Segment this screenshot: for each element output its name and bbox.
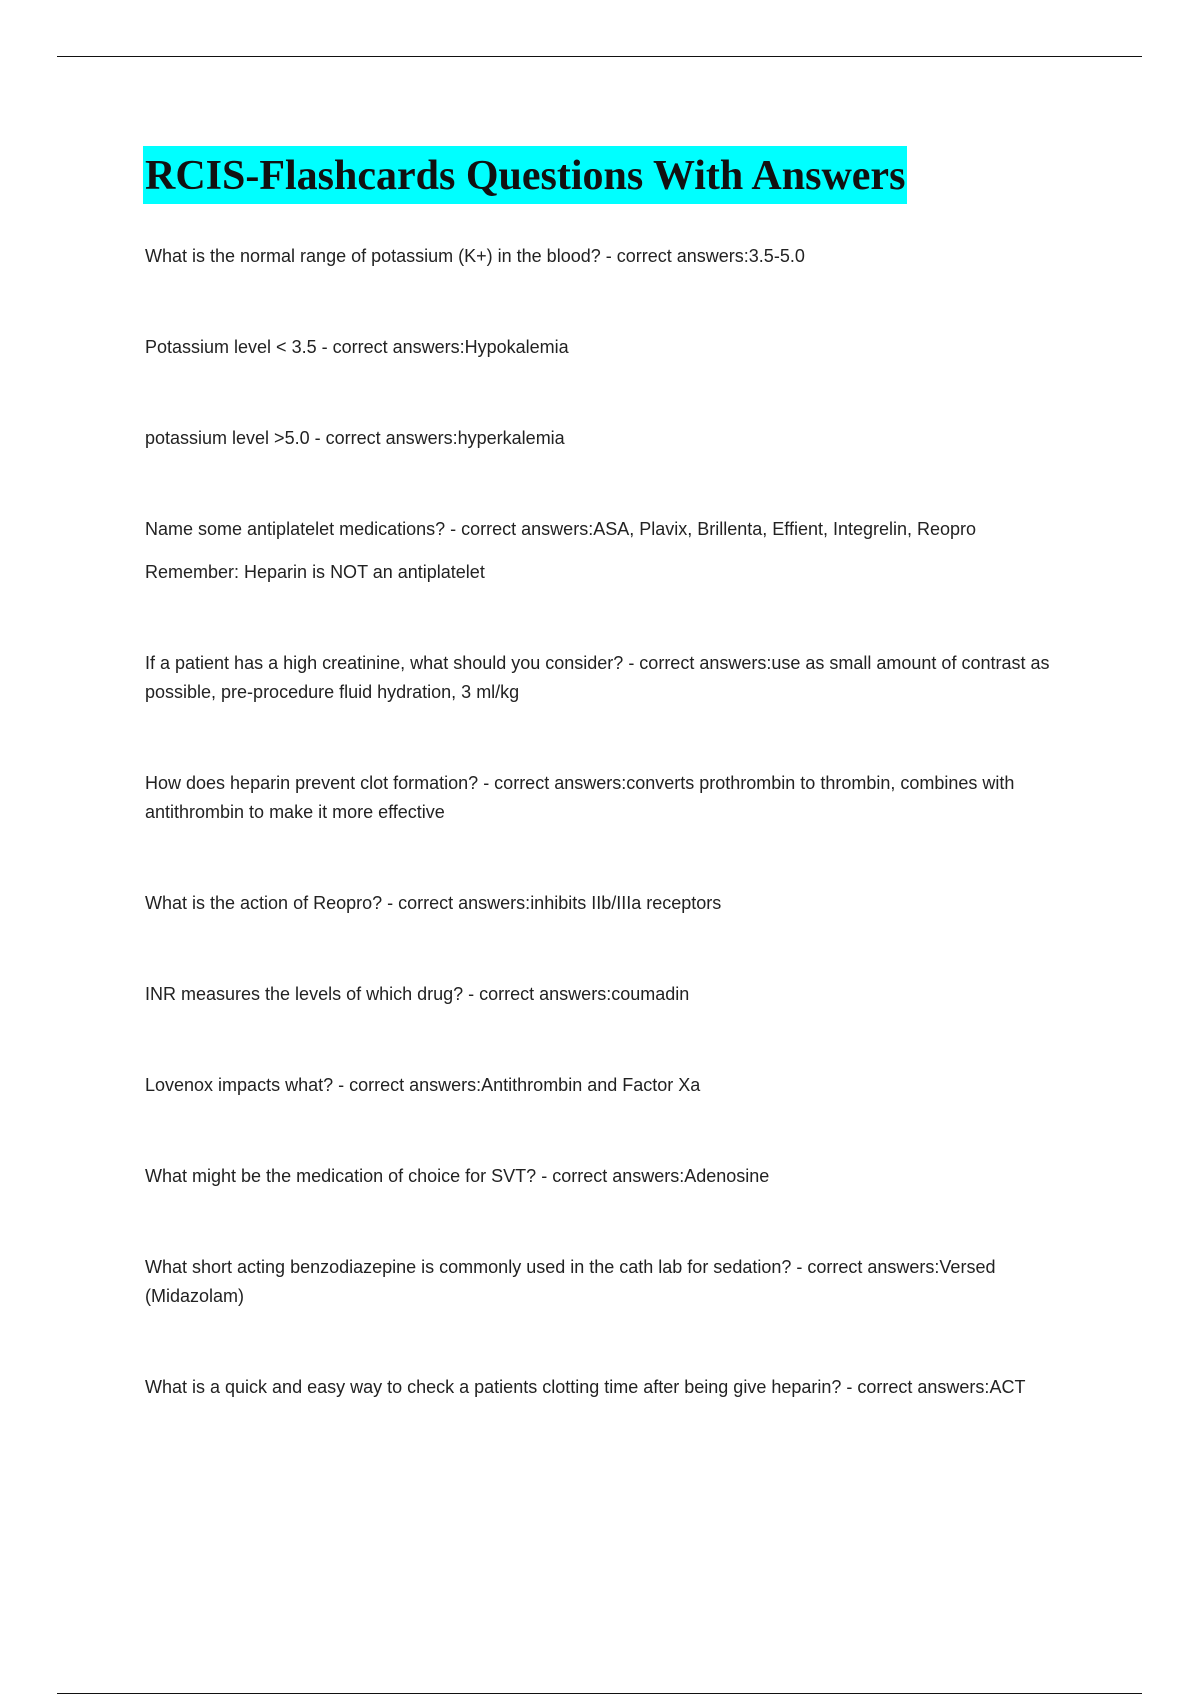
flashcard-item: [145, 1253, 1085, 1311]
footer-rule: [57, 1693, 1142, 1694]
answer-separator: - correct answers:: [536, 1166, 685, 1186]
flashcard-question: potassium level >5.0: [145, 428, 310, 448]
document-body: [145, 146, 1085, 1464]
answer-separator: - correct answers:: [623, 653, 772, 673]
flashcard-item: [145, 649, 1085, 707]
flashcard-item: [145, 242, 1085, 271]
flashcard-answer: ASA, Plavix, Brillenta, Effient, Integrelin, Reopro: [593, 519, 977, 539]
flashcard-question: What is the action of Reopro?: [145, 893, 383, 913]
answer-separator: - correct answers:: [463, 984, 612, 1004]
flashcard-answer: use as small amount of contrast as possible, pre-procedure fluid hydration, 3 ml/kg: [145, 653, 1050, 702]
flashcard-question: Potassium level < 3.5: [145, 337, 317, 357]
flashcard-item: [145, 1373, 1085, 1402]
flashcard-question: If a patient has a high creatinine, what should you consider?: [145, 653, 624, 673]
flashcard-item: [145, 889, 1085, 918]
answer-separator: - correct answers:: [791, 1257, 940, 1277]
flashcard-answer: Versed (Midazolam): [145, 1257, 996, 1306]
flashcard-item: [145, 424, 1085, 453]
flashcard-answer: Hypokalemia: [464, 337, 569, 357]
flashcard-answer: inhibits IIb/IIIa receptors: [530, 893, 722, 913]
flashcard-question: What short acting benzodiazepine is commonly used in the cath lab for sedation?: [145, 1257, 792, 1277]
flashcard-answer: Antithrombin and Factor Xa: [481, 1075, 701, 1095]
flashcard-item: [145, 1071, 1085, 1100]
answer-separator: - correct answers:: [841, 1377, 990, 1397]
answer-separator: - correct answers:: [309, 428, 458, 448]
header-rule: [57, 56, 1142, 57]
flashcard-answer: ACT: [989, 1377, 1026, 1397]
flashcard-note: Remember: Heparin is NOT an antiplatelet: [145, 562, 485, 582]
answer-separator: - correct answers:: [333, 1075, 482, 1095]
flashcard-item: [145, 980, 1085, 1009]
flashcard-item: [145, 515, 1085, 544]
flashcard-question: What is a quick and easy way to check a patients clotting time after being give heparin?: [145, 1377, 842, 1397]
flashcard-question: Lovenox impacts what?: [145, 1075, 334, 1095]
flashcard-list: [145, 242, 1085, 1402]
flashcard-answer: 3.5-5.0: [748, 246, 805, 266]
flashcard-answer: hyperkalemia: [457, 428, 565, 448]
answer-separator: - correct answers:: [445, 519, 594, 539]
answer-separator: - correct answers:: [478, 773, 627, 793]
flashcard-question: What might be the medication of choice for SVT?: [145, 1166, 537, 1186]
flashcard-answer: converts prothrombin to thrombin, combines with antithrombin to make it more effective: [145, 773, 1015, 822]
flashcard-question: INR measures the levels of which drug?: [145, 984, 464, 1004]
answer-separator: - correct answers:: [600, 246, 749, 266]
flashcard-item: [145, 1162, 1085, 1191]
answer-separator: - correct answers:: [316, 337, 465, 357]
flashcard-item: [145, 769, 1085, 827]
flashcard-question: What is the normal range of potassium (K+) in the blood?: [145, 246, 601, 266]
flashcard-question: How does heparin prevent clot formation?: [145, 773, 479, 793]
title-highlight: [143, 146, 907, 204]
page-title: RCIS-Flashcards Questions With Answers: [145, 153, 906, 199]
flashcard-item: [145, 333, 1085, 362]
flashcard-answer: coumadin: [611, 984, 690, 1004]
flashcard-answer: Adenosine: [684, 1166, 770, 1186]
answer-separator: - correct answers:: [382, 893, 531, 913]
flashcard-question: Name some antiplatelet medications?: [145, 519, 446, 539]
